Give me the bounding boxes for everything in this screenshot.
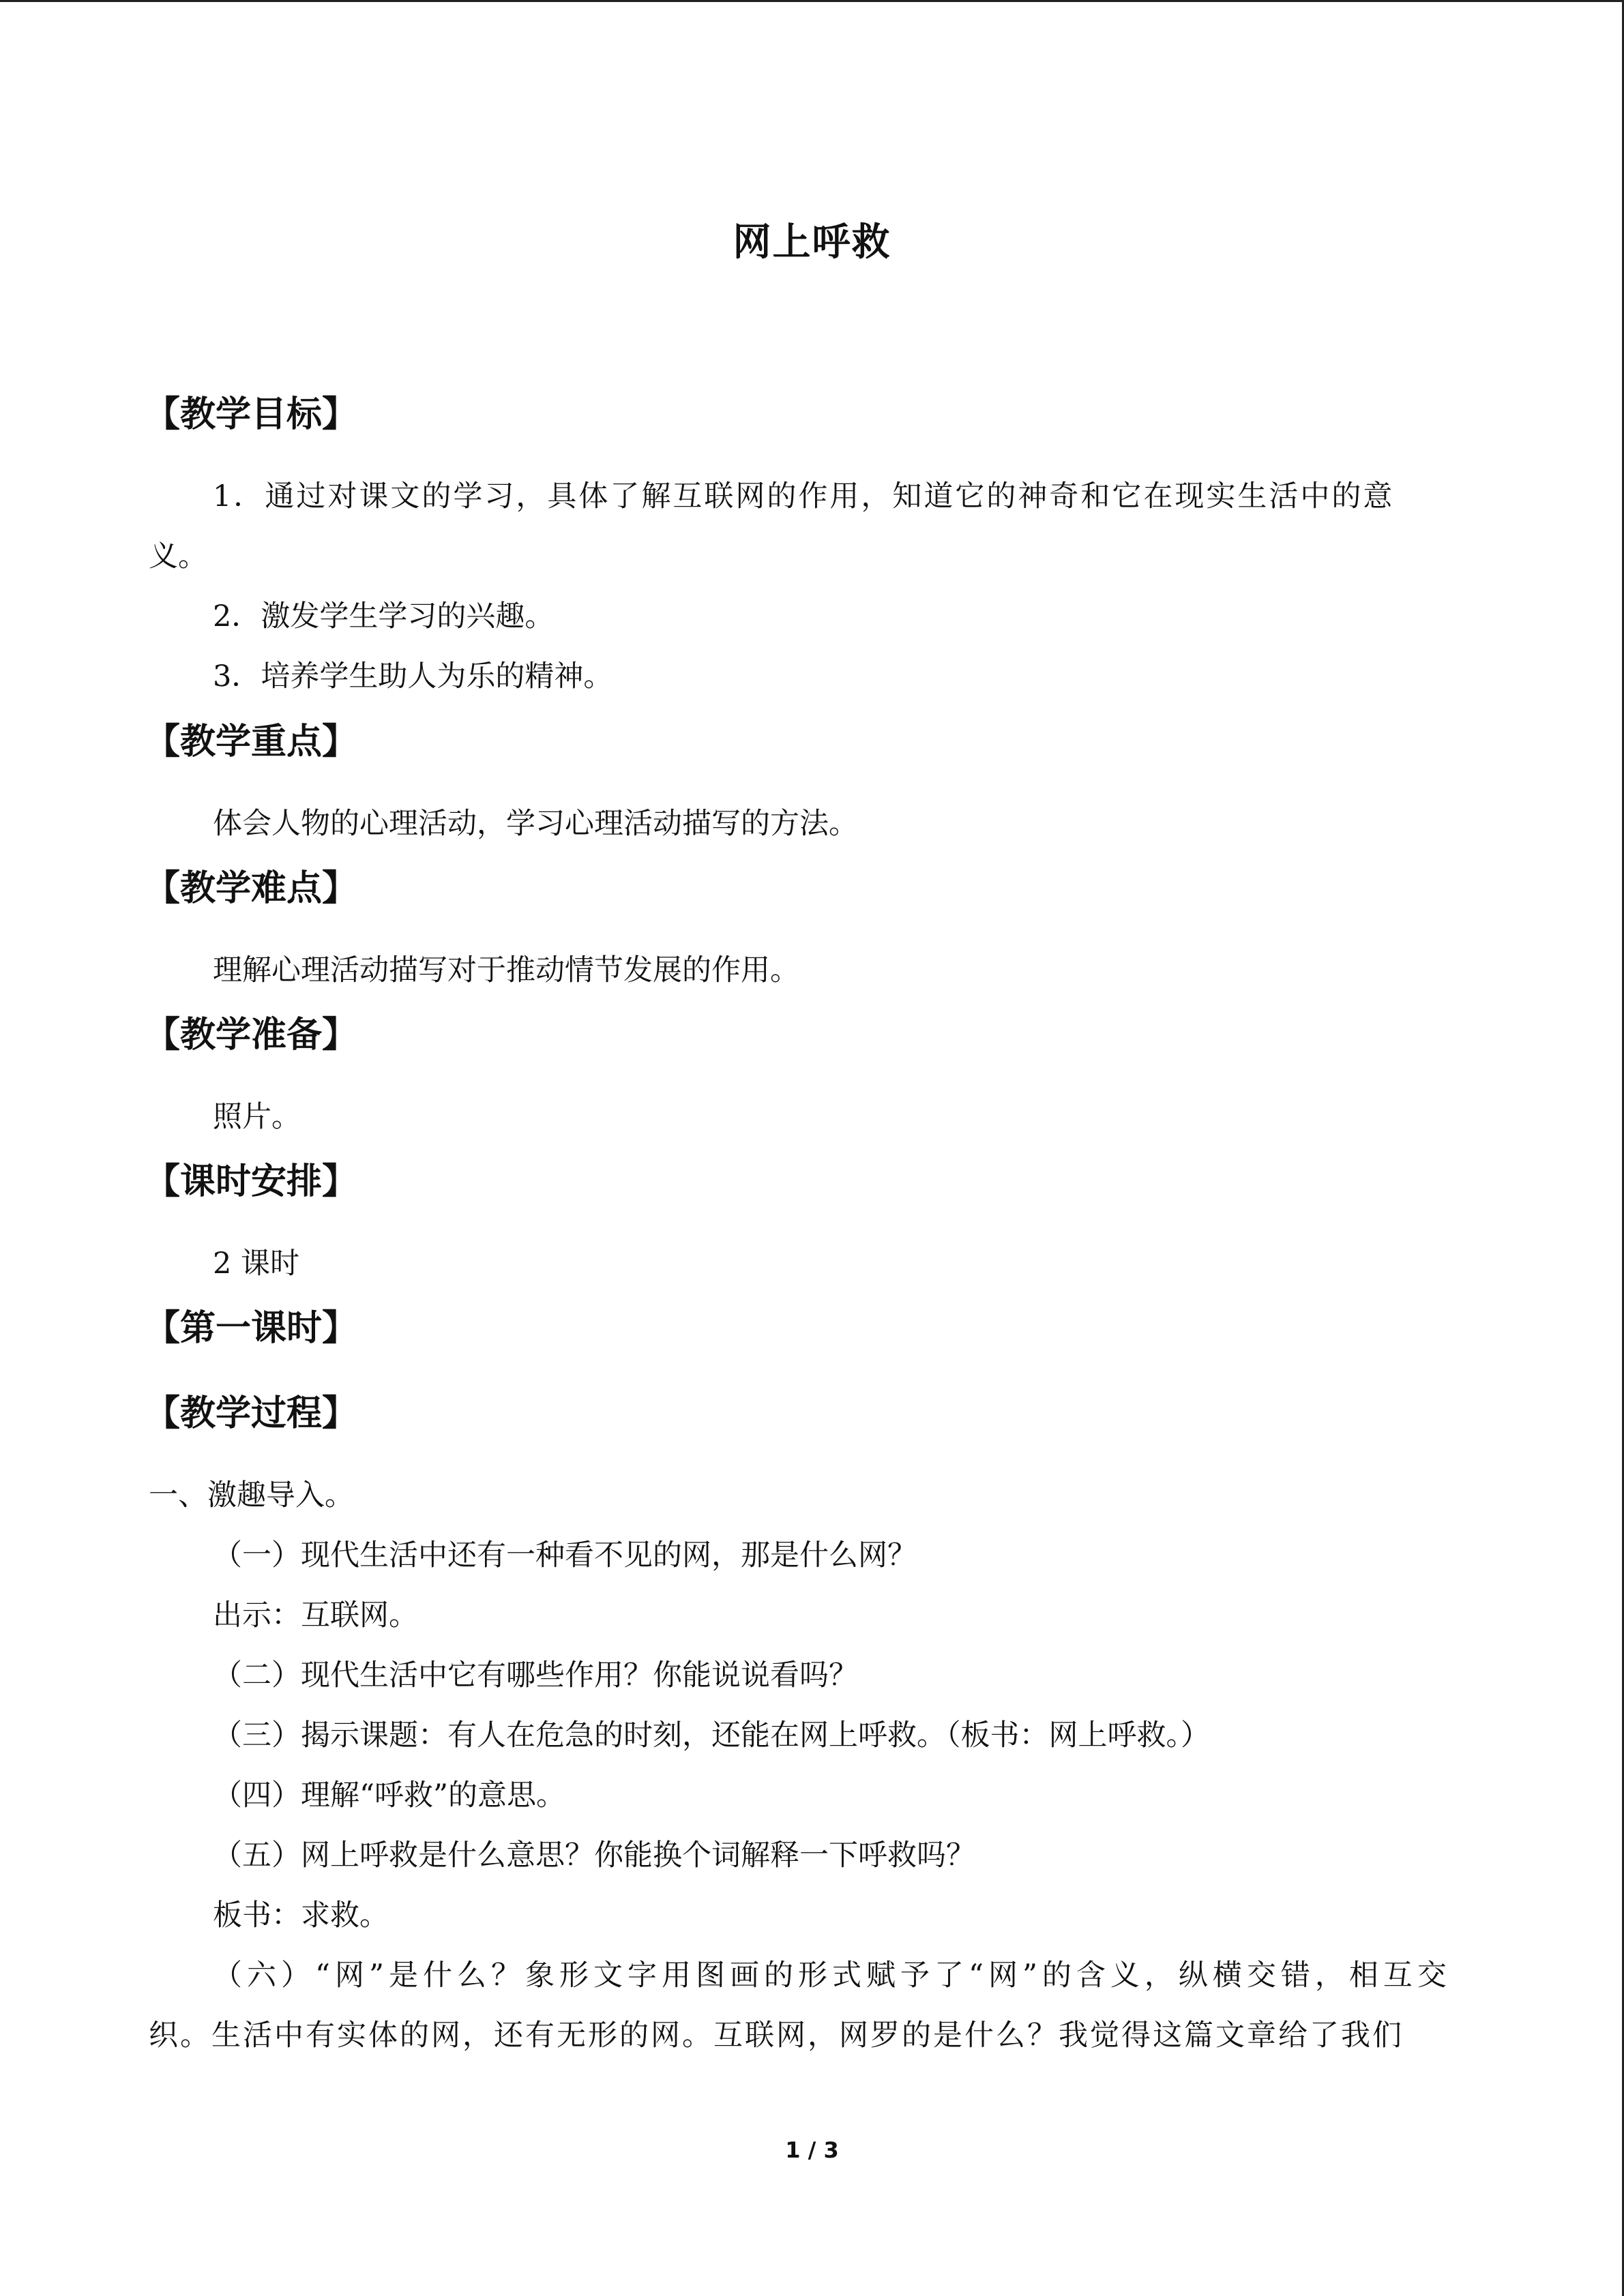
process-line-8: （六）“网”是什么？象形文字用图画的形式赋予了“网”的含义，纵横交错，相互交	[213, 1958, 1451, 1993]
process-line-9: 织。生活中有实体的网，还有无形的网。互联网，网罗的是什么？我觉得这篇文章给了我们	[149, 2018, 1404, 2053]
preparation-text: 照片。	[213, 1100, 301, 1134]
schedule-text: 2 课时	[213, 1247, 300, 1281]
heading-difficulties: 【教学难点】	[145, 868, 358, 909]
process-line-5: （四）理解“呼救”的意思。	[213, 1778, 565, 1813]
page-number: 1 / 3	[785, 2137, 839, 2163]
objective-item-2: 2．激发学生学习的兴趣。	[213, 599, 555, 633]
process-line-2: 出示：互联网。	[213, 1598, 418, 1632]
key-points-text: 体会人物的心理活动，学习心理活动描写的方法。	[213, 807, 858, 841]
process-line-1: （一）现代生活中还有一种看不见的网，那是什么网？	[213, 1538, 917, 1572]
heading-schedule: 【课时安排】	[145, 1161, 358, 1202]
heading-preparation: 【教学准备】	[145, 1015, 358, 1056]
process-line-7: 板书：求救。	[213, 1898, 389, 1933]
heading-objectives: 【教学目标】	[145, 394, 358, 435]
process-step-1: 一、激趣导入。	[149, 1478, 354, 1512]
heading-key-points: 【教学重点】	[145, 721, 358, 762]
objective-item-1-cont: 义。	[149, 539, 207, 573]
process-line-4: （三）揭示课题：有人在危急的时刻，还能在网上呼救。（板书：网上呼救。）	[213, 1718, 1210, 1753]
process-line-6: （五）网上呼救是什么意思？你能换个词解释一下呼救吗？	[213, 1838, 975, 1873]
objective-item-3: 3．培养学生助人为乐的精神。	[213, 659, 613, 694]
page-title: 网上呼救	[733, 220, 891, 265]
difficulties-text: 理解心理活动描写对于推动情节发展的作用。	[213, 953, 799, 987]
heading-process: 【教学过程】	[145, 1393, 358, 1434]
heading-first-lesson: 【第一课时】	[145, 1308, 358, 1349]
process-line-3: （二）现代生活中它有哪些作用？你能说说看吗？	[213, 1658, 858, 1693]
objective-item-1: 1．通过对课文的学习，具体了解互联网的作用，知道它的神奇和它在现实生活中的意	[213, 479, 1395, 513]
